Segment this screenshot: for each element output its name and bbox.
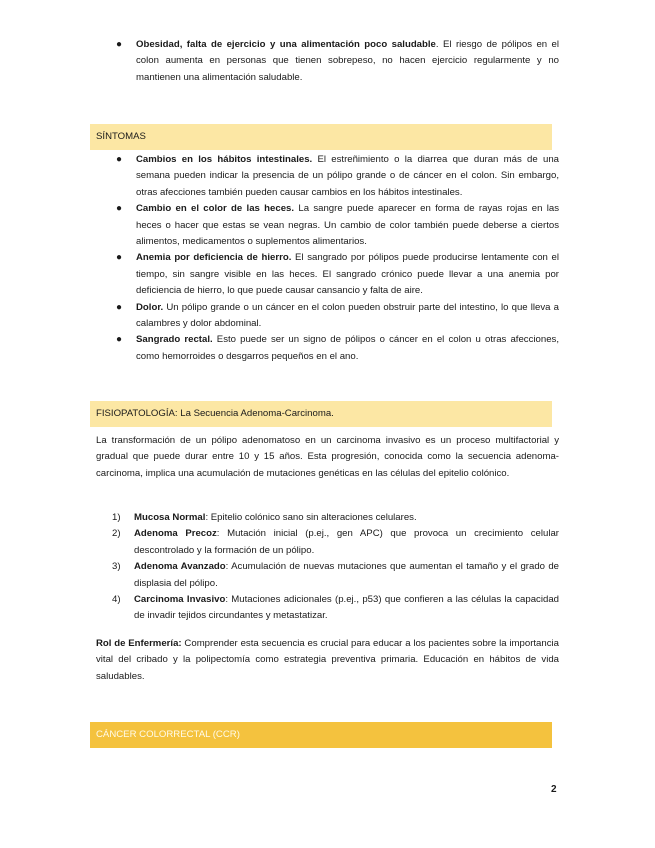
item-text: Esto puede ser un signo de pólipos o cáncer en el colon u otras afecciones, como hemorroides o desgarros pequeños en el ano. — [136, 334, 559, 362]
list-item — [112, 526, 559, 559]
bullet-icon: ● — [116, 203, 123, 215]
step-title: Carcinoma Invasivo — [134, 594, 226, 606]
section-heading-fisiopatologia: FISIOPATOLOGÍA: La Secuencia Adenoma-Carcinoma. — [90, 401, 552, 427]
step-title: Adenoma Precoz — [134, 528, 217, 540]
section-heading-sintomas: SÍNTOMAS — [90, 124, 552, 150]
risk-factor-list — [96, 37, 559, 86]
sintomas-list — [96, 152, 559, 365]
list-item — [96, 300, 559, 333]
rol-title: Rol de Enfermería: — [96, 638, 182, 649]
item-text: . El riesgo de pólipos en el colon aumenta en personas que tienen sobrepeso, no hacen ejercicio regularmente y no mantienen una alimentación saludable. — [136, 39, 560, 83]
item-title: Cambios en los hábitos intestinales. — [136, 154, 313, 165]
step-number: 4) — [112, 594, 121, 606]
list-item — [112, 592, 559, 625]
step-text: : Acumulación de nuevas mutaciones que aumentan el tamaño y el grado de displasia del pólipo. — [134, 561, 559, 589]
item-title: Dolor. — [136, 301, 164, 313]
list-item — [96, 37, 559, 86]
list-item — [96, 201, 559, 250]
bullet-icon: ● — [116, 334, 123, 346]
step-number: 3) — [112, 561, 121, 573]
bullet-icon: ● — [116, 301, 123, 313]
step-title: Mucosa Normal — [134, 512, 206, 523]
item-text: El sangrado por pólipos puede producirse lentamente con el tiempo, sin sangre visible en las heces. El sangrado crónico puede llevar a una anemia por deficiencia de hierro, lo que puede causar cansancio y falta de aire. — [136, 252, 559, 297]
step-number: 1) — [112, 512, 121, 523]
bullet-icon: ● — [116, 154, 123, 165]
list-item — [96, 152, 559, 201]
item-title: Cambio en el color de las heces. — [136, 203, 295, 215]
list-item — [112, 559, 559, 592]
adenoma-carcinoma-steps — [112, 510, 559, 625]
step-text: : Mutación inicial (p.ej., gen APC) que provoca un crecimiento celular descontrolado y la formación de un pólipo. — [134, 528, 559, 556]
rol-enfermeria-paragraph — [96, 636, 559, 685]
step-title: Adenoma Avanzado — [134, 561, 226, 573]
item-text: La sangre puede aparecer en forma de rayas rojas en las heces o hacer que estas se vean negras. Un cambio de color también puede deberse a ciertos alimentos, medicamentos o suplementos alimentarios. — [136, 203, 559, 248]
list-item — [112, 510, 559, 526]
list-item — [96, 250, 559, 299]
step-number: 2) — [112, 528, 121, 540]
fisiopatologia-intro: La transformación de un pólipo adenomatoso en un carcinoma invasivo es un proceso multifactorial y gradual que puede durar entre 10 y 15 años. Esta progresión, conocida como la secuencia adenoma-carcinoma, implica una acumulación de mutaciones genéticas en las células del epitelio colónico. — [96, 435, 559, 479]
item-text: El estreñimiento o la diarrea que duran más de una semana pueden indicar la presencia de un pólipo grande o de cáncer en el colon. Sin embargo, otras afecciones también pueden causar cambios en los hábitos intestinales. — [136, 154, 559, 198]
bullet-icon: ● — [116, 252, 123, 264]
rol-text: Comprender esta secuencia es crucial para educar a los pacientes sobre la importancia vital del cribado y la polipectomía como estrategia preventiva primaria. Educación en hábitos de vida saludables. — [96, 638, 559, 682]
step-text: : Mutaciones adicionales (p.ej., p53) que confieren a las células la capacidad de invadir tejidos circundantes y metastatizar. — [134, 594, 559, 622]
bullet-icon: ● — [116, 39, 123, 50]
item-title: Obesidad, falta de ejercicio y una alimentación poco saludable — [136, 39, 436, 50]
item-title: Anemia por deficiencia de hierro. — [136, 252, 292, 264]
step-text: : Epitelio colónico sano sin alteraciones celulares. — [205, 512, 417, 523]
list-item — [96, 332, 559, 365]
page-number: 2 — [551, 784, 557, 795]
item-text: Un pólipo grande o un cáncer en el colon pueden obstruir parte del intestino, lo que lleva a calambres y dolor abdominal. — [136, 301, 559, 330]
section-heading-ccr: CÁNCER COLORRECTAL (CCR) — [90, 722, 552, 748]
item-title: Sangrado rectal. — [136, 334, 213, 346]
